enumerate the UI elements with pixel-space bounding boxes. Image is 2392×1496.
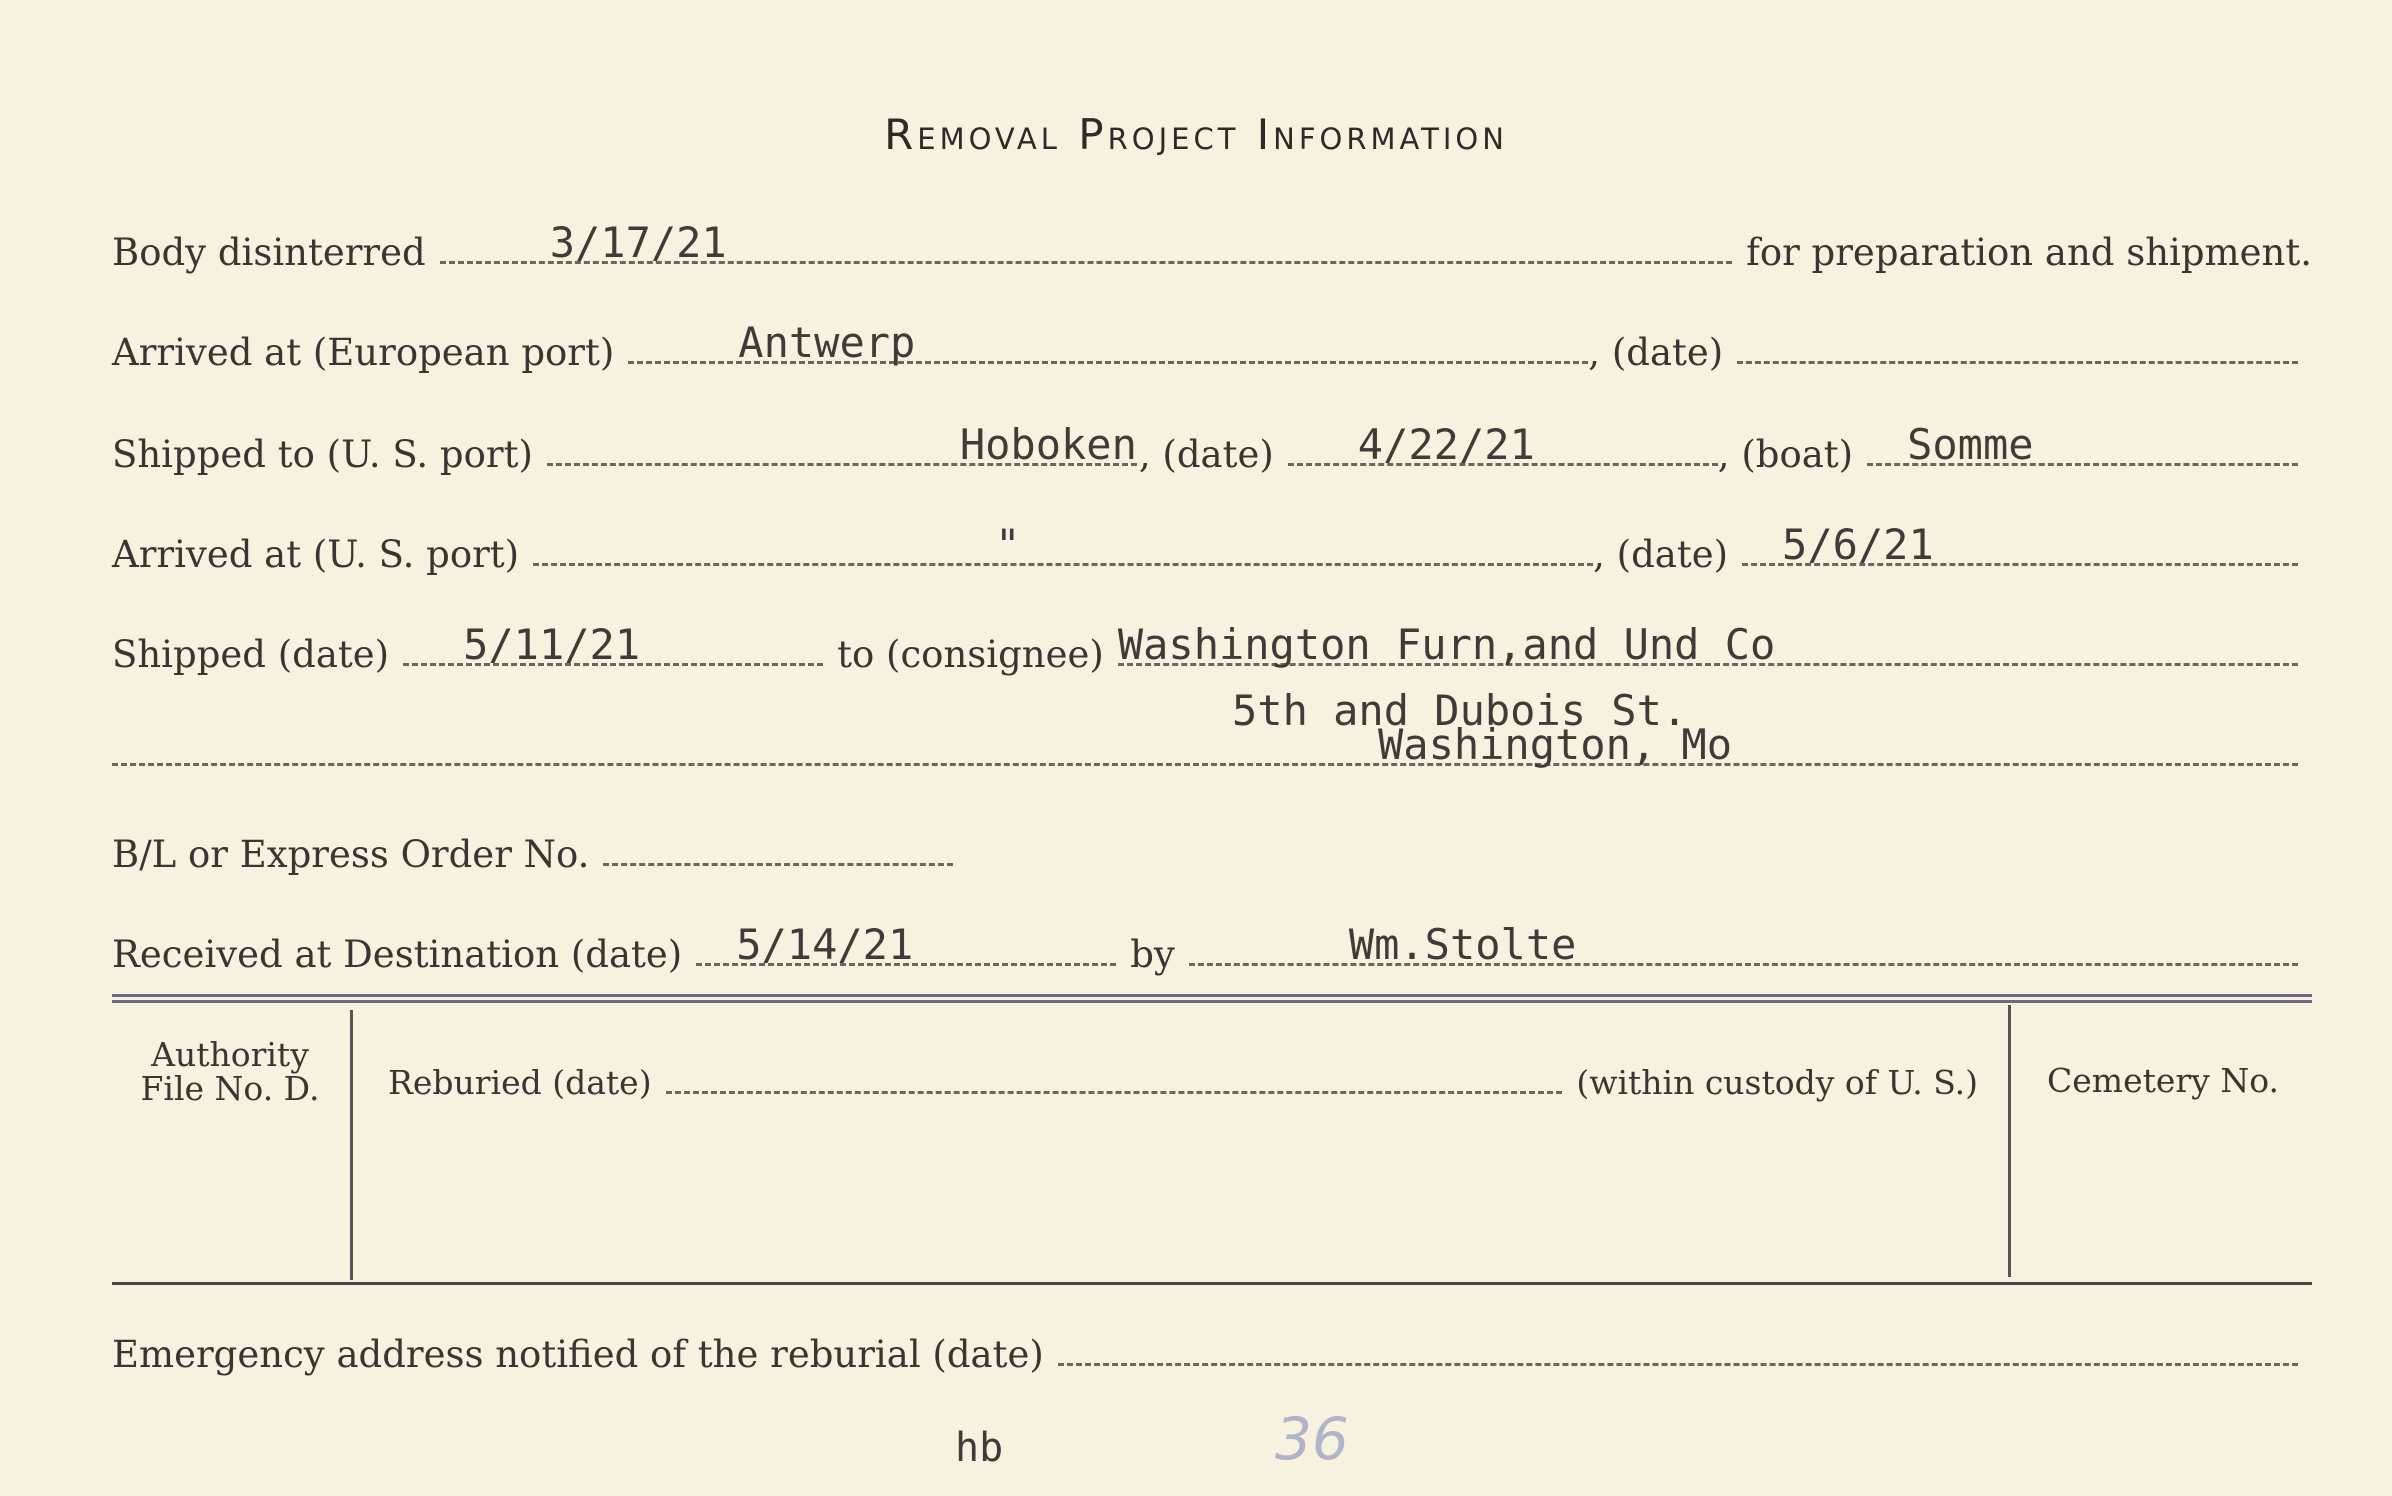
value-boat: Somme — [1907, 420, 2034, 469]
row-shipped — [112, 610, 2312, 680]
divider-bottom — [112, 1282, 2312, 1285]
field-consignee-continued[interactable] — [112, 703, 2298, 769]
label-emergency: Emergency address notified of the reburial (date) — [112, 1333, 1044, 1376]
divider-top — [112, 994, 2312, 997]
value-shipped-out-date: 5/11/21 — [463, 620, 641, 669]
label-european-date-text: (date) — [1611, 331, 1724, 374]
divider-top-double — [112, 1000, 2312, 1003]
label-arrived-date: , (date) — [1593, 533, 1729, 576]
value-shipped-date: 4/22/21 — [1357, 420, 1535, 469]
field-consignee[interactable] — [1117, 603, 2298, 669]
row-received — [112, 910, 2312, 980]
field-bl-order[interactable] — [603, 803, 953, 866]
typist-initials: hb — [955, 1425, 1004, 1471]
label-european-date: , (date) — [1588, 331, 1724, 374]
card-title-text: Removal Project Information — [884, 110, 1508, 159]
value-received-date: 5/14/21 — [736, 920, 914, 969]
label-custody: (within custody of U. S.) — [1576, 1063, 1978, 1102]
label-boat: , (boat) — [1717, 433, 1854, 476]
label-arrived-date-text: (date) — [1616, 533, 1729, 576]
label-shipped-to-us: Shipped to (U. S. port) — [112, 433, 533, 476]
label-shipped-date: , (date) — [1138, 433, 1274, 476]
label-authority-line2: File No. D. — [140, 1069, 320, 1108]
label-arrived-us: Arrived at (U. S. port) — [112, 533, 520, 576]
label-received: Received at Destination (date) — [112, 933, 683, 976]
value-body-disinterred: 3/17/21 — [549, 218, 727, 267]
label-received-by: by — [1130, 933, 1175, 976]
card-title — [0, 110, 2392, 159]
value-arrived-date: 5/6/21 — [1782, 520, 1934, 569]
field-reburied-date[interactable] — [666, 1051, 1563, 1094]
row-european-port — [112, 308, 2312, 378]
row-reburied — [388, 1046, 1978, 1106]
field-boat[interactable] — [1867, 403, 2298, 469]
field-arrived-us-port[interactable] — [533, 503, 1593, 569]
row-body-disinterred — [112, 208, 2312, 278]
label-shipped-date-consignee: Shipped (date) — [112, 633, 390, 676]
label-shipped-date-text: (date) — [1162, 433, 1274, 476]
field-received-date[interactable] — [696, 903, 1116, 969]
row-bl-order — [112, 810, 2312, 880]
value-arrived-us-port: " — [995, 520, 1021, 569]
label-cemetery-no: Cemetery No. — [2047, 1061, 2279, 1100]
label-authority-line1: Authority — [151, 1035, 309, 1074]
label-reburied: Reburied (date) — [388, 1063, 652, 1102]
label-preparation-shipment: for preparation and shipment. — [1746, 231, 2312, 274]
field-european-port[interactable] — [628, 301, 1588, 367]
field-emergency-date[interactable] — [1058, 1303, 2298, 1366]
value-consignee-line3: Washington, Mo — [1378, 720, 1733, 769]
label-european-port: Arrived at (European port) — [112, 331, 615, 374]
label-authority — [112, 1035, 348, 1108]
divider-cemetery — [2008, 1005, 2011, 1277]
value-european-port: Antwerp — [738, 318, 916, 367]
field-us-port[interactable] — [547, 403, 1137, 469]
field-european-date[interactable] — [1737, 301, 2298, 364]
label-body-disinterred: Body disinterred — [112, 231, 426, 274]
field-received-by[interactable] — [1189, 903, 2298, 969]
field-shipped-out-date[interactable] — [403, 603, 823, 669]
value-us-port: Hoboken — [959, 420, 1137, 469]
field-body-disinterred[interactable] — [440, 201, 1732, 267]
row-shipped-to-us — [112, 410, 2312, 480]
value-consignee-line1: Washington Furn,and Und Co — [1117, 620, 1776, 669]
value-consignee-line2: 5th and Dubois St. — [1232, 686, 1688, 735]
value-received-by: Wm.Stolte — [1348, 920, 1577, 969]
divider-authority — [350, 1010, 353, 1280]
label-bl-order: B/L or Express Order No. — [112, 833, 590, 876]
row-emergency — [112, 1310, 2312, 1380]
label-boat-text: (boat) — [1741, 433, 1854, 476]
field-arrived-date[interactable] — [1742, 503, 2298, 569]
row-arrived-us — [112, 510, 2312, 580]
field-shipped-date[interactable] — [1288, 403, 1718, 469]
label-consignee: to (consignee) — [837, 633, 1104, 676]
pencil-note: 36 — [1275, 1405, 1349, 1473]
row-consignee-continued — [112, 710, 2312, 780]
